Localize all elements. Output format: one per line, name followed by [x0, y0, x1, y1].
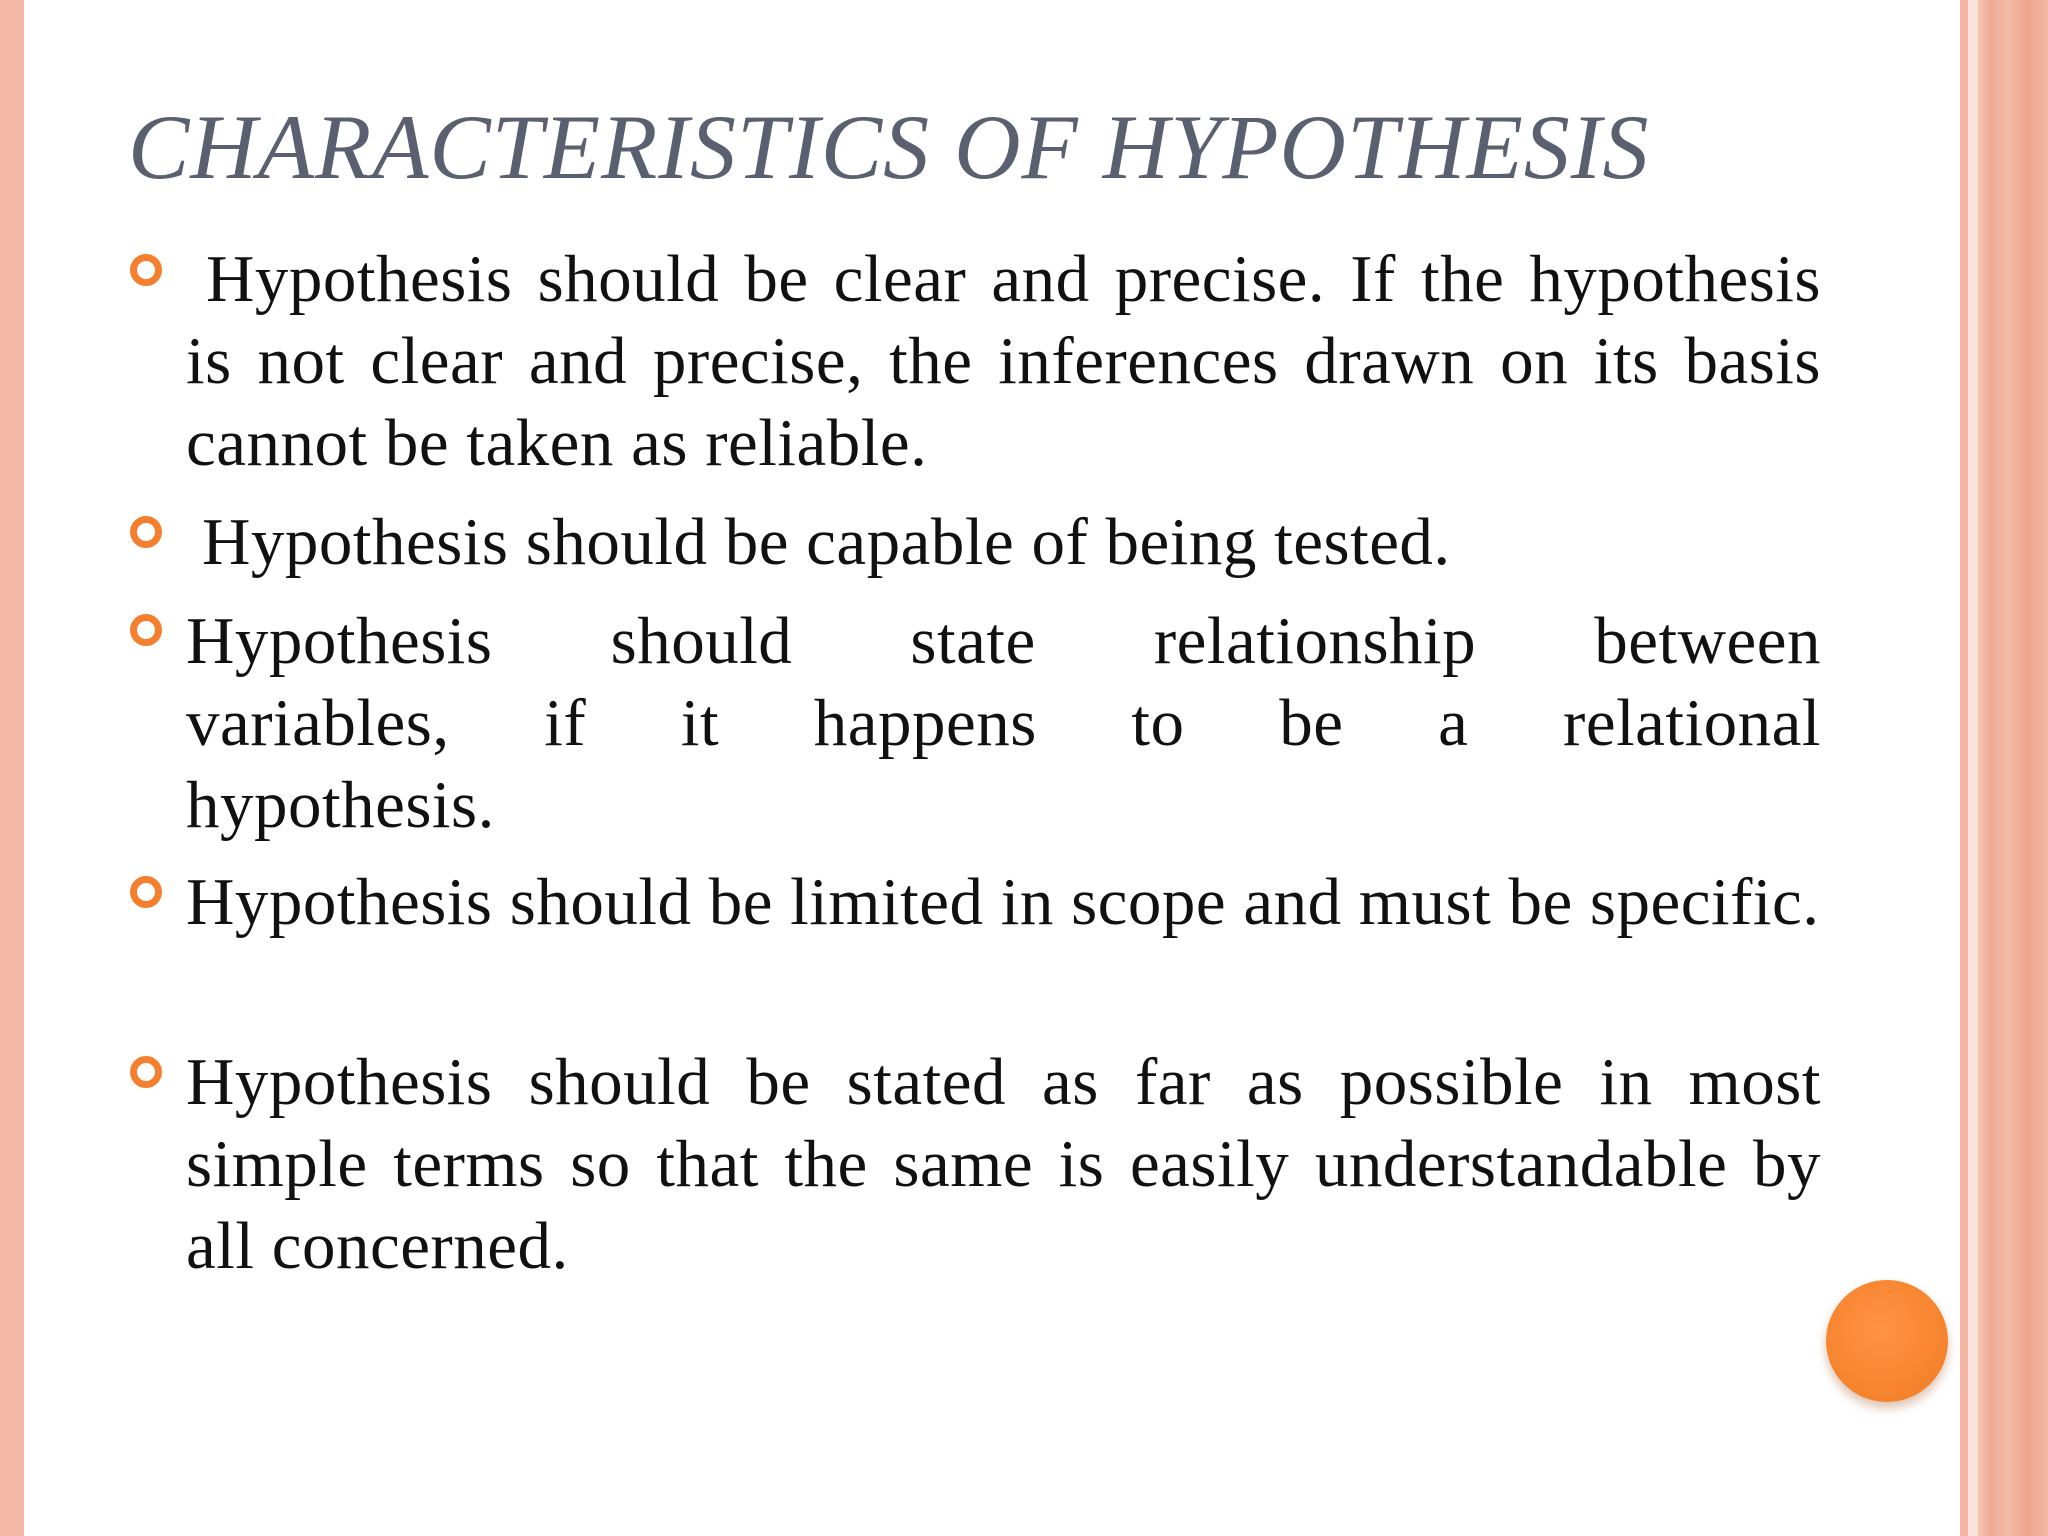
bullet-circle-icon: [130, 1056, 162, 1088]
bullet-item-3: Hypothesis should state relationship between variables, if it happens to be a relational hypothesis.: [186, 604, 1821, 842]
bullet-item-5: Hypothesis should be stated as far as possible in most simple terms so that the same is easily understandable by all concerned.: [186, 1045, 1821, 1283]
bullet-item-4: Hypothesis should be limited in scope and must be specific.: [186, 865, 1820, 939]
bullet-circle-icon: [130, 614, 162, 646]
slide-title: CHARACTERISTICS OF HYPOTHESIS: [128, 96, 1650, 198]
bullet-circle-icon: [130, 254, 162, 286]
bullet-item-2: Hypothesis should be capable of being tested.: [202, 505, 1451, 579]
bullet-circle-icon: [130, 516, 162, 548]
bullet-circle-icon: [130, 876, 162, 908]
bullet-item-1: Hypothesis should be clear and precise. If the hypothesis is not clear and precise, the inferences drawn on its basis cannot be taken as reliable.: [186, 242, 1821, 480]
orange-circle-decoration: [1826, 1280, 1948, 1402]
